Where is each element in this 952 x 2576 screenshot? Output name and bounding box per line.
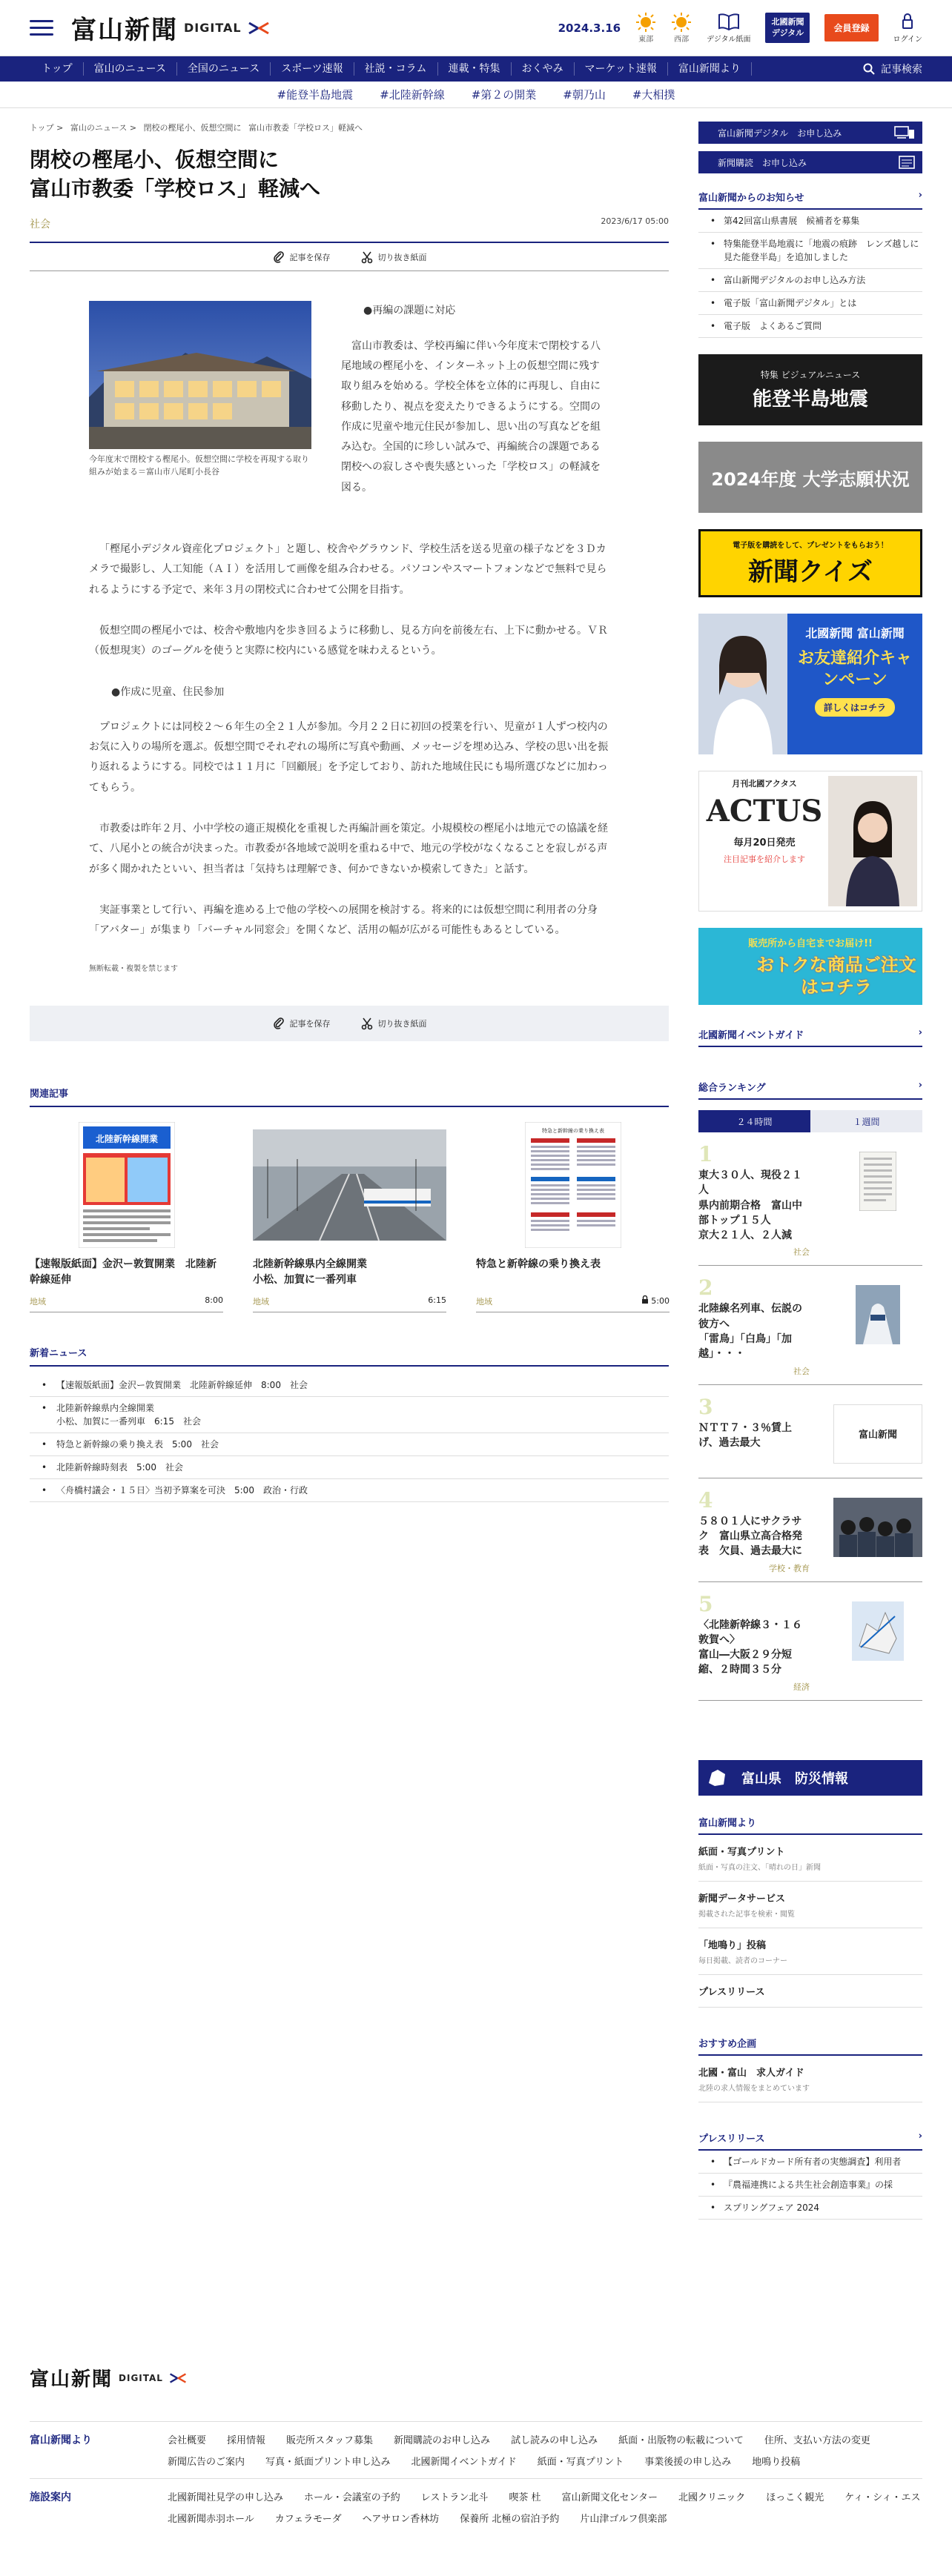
chevron-right-icon[interactable]: › [918,2130,922,2142]
banner-sub: 販売所から自宅までお届け!! [748,937,873,949]
lock-icon [641,1295,649,1304]
rank-category: 社会 [793,1366,810,1376]
site-footer [0,2364,952,2535]
footer-link[interactable]: 北國新聞社見学の申し込み [168,2492,284,2503]
banner-main: 能登半島地震 [752,388,868,411]
save-article-button[interactable] [272,1017,331,1030]
search-icon [863,63,875,75]
newspaper-icon [899,156,915,169]
related-thumbnail [30,1122,223,1248]
rank-title: ＮＴＴ７・３％賃上げ、過去最大 [698,1421,792,1449]
banner-release: 毎月20日発売 [733,837,796,849]
main-column [30,122,669,1502]
banner-cta: 詳しくはコチラ [815,698,895,717]
login-button[interactable] [893,12,923,44]
save-label: 記事を保存 [289,1019,331,1029]
rank-thumbnail [833,1152,922,1211]
disaster-region: 富山県 [741,1770,781,1787]
clip-label: 切り抜き紙面 [377,252,427,262]
yori-heading [698,1809,922,1835]
tab-24h[interactable]: ２４時間 [698,1110,810,1132]
login-label: ログイン [893,36,922,44]
rank-title: 東大３０人、現役２１人 県内前期合格 富山中部トップ１５人 京大２１人、２人減 [698,1169,802,1242]
footer-link[interactable]: ほっこく観光 [766,2492,824,2503]
actus-magazine-banner[interactable] [698,771,922,912]
lock-icon [896,12,919,31]
related-category[interactable]: 地域 [253,1297,269,1307]
nav-item-obituary[interactable]: おくやみ [512,62,575,76]
ranking-item[interactable] [698,1266,922,1384]
footer-link[interactable]: 試し読みの申し込み [511,2435,598,2446]
related-title[interactable]: 特急と新幹線の乗り換え表 [476,1258,601,1270]
top-header [0,0,952,56]
notice-item[interactable]: • 富山新聞デジタルのお申し込み方法 [698,269,922,292]
recommend-heading-label: おすすめ企画 [698,2038,757,2050]
footer-link[interactable]: レストラン北斗 [420,2492,489,2503]
notice-item[interactable]: • 特集能登半島地震に「地震の痕跡 レンズ越しに見た能登半島」を追加しました [698,233,922,269]
friend-referral-banner[interactable] [698,614,922,754]
latest-item[interactable]: • 【速報版紙面】金沢ー敦賀開業 北陸新幹線延伸 8:00 社会 [30,1374,669,1397]
footer-logo-title: 富山新聞 [30,2368,113,2391]
tag-asanoyama[interactable]: #朝乃山 [563,88,606,102]
thumb-text: 特急と新幹線の乗り換え表 [541,1128,604,1134]
latest-news [30,1345,669,1502]
scissors-icon [360,250,374,264]
banner-main: おトクな商品ご注文はコチラ [756,954,916,997]
yori-heading-label: 富山新聞より [698,1817,757,1829]
digital-paper-label: デジタル紙面 [707,36,751,44]
ranking-item[interactable] [698,1478,922,1582]
badge-line: 北國新聞 [771,17,804,27]
nav-item-editorial[interactable]: 社説・コラム [354,62,438,76]
rank-thumbnail [833,1601,922,1661]
thumb-text: 北陸新幹線開業 [95,1134,158,1144]
related-time-wrap [641,1295,670,1307]
noto-earthquake-banner[interactable] [698,354,922,425]
events-heading-label: 北國新聞イベントガイド [698,1030,804,1041]
press-heading [698,2125,922,2151]
service-link-sub: 毎日掲載、読者のコーナー [698,1956,787,1965]
nav-item-from-toyama[interactable]: 富山新聞より [668,62,752,76]
footer-link[interactable]: 住所、支払い方法の変更 [764,2435,870,2446]
service-link-sub: 紙面・写真の注文、「晴れの日」新聞 [698,1863,821,1872]
related-category[interactable]: 地域 [30,1297,46,1307]
article-photo-figure [89,301,311,519]
footer-heading: 施設案内 [30,2492,71,2503]
service-link-title: プレスリリース [698,1986,765,1998]
related-time: 5:00 [651,1296,670,1306]
related-card[interactable] [253,1122,446,1312]
tag-sumo[interactable]: #大相撲 [632,88,675,102]
service-link[interactable] [698,1928,922,1975]
article-photo[interactable] [89,301,311,449]
title-line: 富山市教委「学校ロス」軽減へ [30,176,321,202]
logo-title: 富山新聞 [71,16,178,45]
banner-main: ACTUS [706,794,823,829]
article-body [30,271,669,976]
footer-link[interactable]: ケィ・シィ・エス [844,2492,921,2503]
service-link-sub: 掲載された記事を検索・閲覧 [698,1910,795,1919]
notice-item[interactable]: • 電子版 よくあるご質問 [698,315,922,338]
article-paragraph: 富山市教委は、学校再編に伴い今年度末で閉校する八尾地域の樫尾小を、インターネット上の仮想空間に残す取り組みを始める。学校全体を立体的に再現し、自由に移動したり、視点を変えたりできるようにする。空間の作成に児童や地元住民が参加し、思い出の写真などを組み込む。全国的に珍しい試みで、再編統合の課題である閉校への寂しさや喪失感といった「学校ロス」の軽減を図る。 [341,339,601,494]
footer-link[interactable]: 新聞購読のお申し込み [394,2435,491,2446]
tag-noto-earthquake[interactable]: #能登半島地震 [277,88,354,102]
related-title[interactable]: 北陸新幹線県内全線開業 小松、加賀に一番列車 [253,1258,367,1286]
newspaper-quiz-banner[interactable] [698,529,922,597]
rank-thumbnail [833,1498,922,1557]
chevron-right-icon[interactable]: › [918,1080,922,1091]
save-label: 記事を保存 [289,252,331,262]
footer-link[interactable]: 紙面・写真プリント [537,2457,624,2468]
footer-link[interactable]: 北國新聞イベントガイド [411,2457,517,2468]
footer-logo[interactable] [30,2364,922,2391]
ranking-heading-label: 総合ランキング [698,1083,766,1094]
service-link[interactable] [698,1882,922,1928]
ranking-heading [698,1074,922,1100]
service-link-title: 紙面・写真プリント [698,1846,785,1858]
recommend-heading [698,2030,922,2056]
nav-item-sports[interactable]: スポーツ速報 [271,62,354,76]
breadcrumb-sep: > [129,123,137,133]
sun-icon [671,12,692,33]
clip-paper-button[interactable] [360,250,427,264]
service-link[interactable] [698,1835,922,1882]
latest-item[interactable]: • 北陸新幹線県内全線開業 小松、加賀に一番列車 6:15 社会 [30,1397,669,1433]
toyama-map-icon [706,1767,728,1789]
press-item[interactable]: • 『農福連携による共生社会創造事業』の採 [698,2174,922,2197]
save-article-button[interactable] [272,250,331,264]
banner-cover [828,776,917,906]
related-thumbnail [476,1122,670,1248]
ranking-item[interactable] [698,1582,922,1701]
banner-sub: 北國新聞 富山新聞 [805,626,905,640]
paperclip-icon [272,250,285,264]
events-heading [698,1021,922,1047]
chevron-right-icon[interactable]: › [918,190,922,201]
header-date: 2024.3.16 [558,21,621,35]
press-item[interactable]: • 【ゴールドカード所有者の実態調査】利用者 [698,2151,922,2174]
footer-link[interactable]: 地鳴り投稿 [752,2457,801,2468]
banner-portrait [698,614,787,754]
related-time: 6:15 [428,1295,446,1305]
related-title[interactable]: 【速報版紙面】金沢ー敦賀開業 北陸新幹線延伸 [30,1258,216,1286]
site-logo[interactable] [71,10,270,46]
weather-west[interactable] [671,12,692,44]
copyright-notice: 無断転載・複製を禁じます [89,964,178,973]
rank-category: 経済 [793,1682,810,1692]
banner-main: お友達紹介キャンペーン [797,649,912,689]
search-label: 記事検索 [881,64,922,76]
article-category[interactable]: 社会 [30,219,50,231]
rank-title: 〈北陸新幹線３・１６敦賀へ〉 富山―大阪２９分短縮、２時間３５分 [698,1619,802,1676]
devices-icon [894,126,915,139]
disaster-label: 防災情報 [795,1770,848,1787]
related-card[interactable] [30,1122,223,1312]
university-applications-banner[interactable] [698,442,922,513]
side-btn-label: 富山新聞デジタル お申し込み [718,127,842,139]
footer-link[interactable]: 紙面・出版物の転載について [618,2435,744,2446]
article-actions-top [30,242,669,271]
search-button[interactable] [863,62,922,76]
tag-hokuriku-shinkansen[interactable]: #北陸新幹線 [380,88,445,102]
digital-paper-button[interactable] [707,12,750,44]
photo-caption: 今年度末で閉校する樫尾小。仮想空間に学校を再現する取り組みが始まる＝富山市八尾町小長谷 [89,454,309,477]
notice-heading-label: 富山新聞からのお知らせ [698,193,804,204]
breadcrumb-item[interactable]: トップ [30,123,54,133]
rank-thumb-logo: 富山新聞 [858,1430,897,1441]
weather-region: 東部 [638,36,654,44]
footer-row [30,2421,922,2478]
ranking-item[interactable] [698,1385,922,1478]
press-item[interactable]: • スプリングフェア 2024 [698,2197,922,2220]
title-line: 閉校の樫尾小、仮想空間に [30,147,280,172]
notice-item[interactable]: • 第42回富山県書展 候補者を募集 [698,210,922,233]
rank-category: 学校・教育 [769,1563,810,1573]
breadcrumb-current: 閉校の樫尾小、仮想空間に [143,123,242,133]
subscribe-digital-button[interactable] [698,122,922,144]
footer-link[interactable]: ヘアサロン香林坊 [362,2514,440,2525]
footer-heading: 富山新聞より [30,2434,92,2446]
breadcrumb-item[interactable]: 富山のニュース [70,123,128,133]
recommend-link[interactable] [698,2056,922,2102]
footer-link[interactable]: 喫茶 杜 [509,2492,541,2503]
article-paragraph: 「樫尾小デジタル資産化プロジェクト」と題し、校舎やグラウンド、学校生活を送る児童の様子などを３Ｄカメラで撮影し、人工知能（ＡＩ）を活用して画像を組み合わせる。パソコンやスマートフォンなどで無料で見られるようにする予定で、来年３月の閉校式に合わせて公開を目指す。 [89,543,607,596]
logo-mark-icon [169,2371,187,2385]
nav-item-series[interactable]: 連載・特集 [438,62,512,76]
related-time: 8:00 [205,1295,223,1305]
latest-heading: 新着ニュース [30,1345,669,1367]
latest-item[interactable]: • 特急と新幹線の乗り換え表 5:00 社会 [30,1433,669,1456]
weather-east[interactable] [635,12,656,44]
related-heading: 関連記事 [30,1086,669,1107]
footer-link[interactable]: 事業後援の申し込み [644,2457,732,2468]
rank-title: 北陸線名列車、伝説の彼方へ 「雷鳥」「白鳥」「加越」・・・ [698,1303,802,1361]
article-timestamp: 2023/6/17 05:00 [601,216,669,227]
service-link[interactable] [698,1975,922,2008]
main-nav [0,56,952,82]
tab-1week[interactable]: １週間 [810,1110,922,1132]
recommend-title: 北國・富山 求人ガイド [698,2067,804,2079]
rank-thumbnail [833,1285,922,1344]
latest-item[interactable]: • 北陸新幹線時刻表 5:00 社会 [30,1456,669,1479]
recommend-sub: 北陸の求人情報をまとめています [698,2084,810,2093]
nav-item-national-news[interactable]: 全国のニュース [177,62,271,76]
footer-link[interactable]: 北國新聞赤羽ホール [168,2514,254,2525]
ranking-item[interactable] [698,1132,922,1266]
banner-sub: 特集 ビジュアルニュース [760,370,861,380]
banner-note: 注目記事を紹介します [724,854,805,864]
breadcrumb [30,122,669,133]
rank-thumbnail [833,1404,922,1464]
hokkoku-digital-badge[interactable] [765,13,810,43]
clip-paper-button[interactable] [360,1017,427,1030]
footer-link[interactable]: ホール・会議室の予約 [304,2492,400,2503]
book-icon [718,12,740,31]
banner-sub: 月刊北國アクタス [732,779,797,789]
sidebar [698,122,922,2220]
ranking-tabs [698,1110,922,1132]
article-paragraph: プロジェクトには同校２～６年生の全２１人が参加。今月２２日に初回の授業を行い、児童が１人ずつ校内のお気に入りの場所を選ぶ。仮想空間でそれぞれの場所に写真や動画、メッセージを埋め込み、学校の思い出を振り返れるようにする。同校では１１月に「回顧展」を予定しており、訪れた地域住民にも場所選びなどに加わってもらう。 [89,720,609,794]
article-paragraph: 仮想空間の樫尾小では、校舎や敷地内を歩き回るように移動し、見る方向を前後左右、上下に動かせる。ＶＲ（仮想現実）のゴーグルを使うと実際に校内にいる感覚を味わえるという。 [89,624,608,657]
banner-main: 2024年度 大学志願状況 [711,468,910,490]
footer-row [30,2478,922,2535]
menu-icon[interactable] [30,20,53,36]
rank-title: ５８０１人にサクラサク 富山県立高合格発表 欠員、過去最大に [698,1515,802,1558]
rank-category: 社会 [793,1247,810,1258]
article-meta [30,216,669,231]
service-link-title: 「地鳴り」投稿 [698,1939,767,1951]
rank-number: 2 [698,1275,713,1301]
logo-digital: DIGITAL [184,21,242,35]
footer-link[interactable]: 写真・紙面プリント申し込み [265,2457,391,2468]
footer-link[interactable]: 販売所スタッフ募集 [286,2435,374,2446]
article-subhead: ●作成に児童、住民参加 [111,686,225,698]
rank-number: 5 [698,1591,713,1616]
breadcrumb-sep: > [56,123,64,133]
footer-link[interactable]: 採用情報 [227,2435,266,2446]
footer-link[interactable]: 新聞広告のご案内 [168,2457,245,2468]
notice-heading [698,184,922,210]
nav-item-top[interactable]: トップ [30,62,84,76]
article-paragraph: 実証事業として行い、再編を進める上で他の学校への展開を検討する。将来的には仮想空間に利用者の分身「アバター」が集まり「バーチャル同窓会」を開くなど、活用の幅が広がる可能性もあるとしている。 [89,903,598,937]
footer-link[interactable]: 会社概要 [168,2435,207,2446]
page-title [30,145,669,203]
paperclip-icon [272,1017,285,1030]
footer-link[interactable]: 富山新聞文化センター [561,2492,658,2503]
badge-line: デジタル [771,27,804,38]
press-heading-label: プレスリリース [698,2133,765,2145]
footer-link[interactable]: 北國クリニック [678,2492,746,2503]
service-link-title: 新聞データサービス [698,1893,786,1905]
rank-number: 3 [698,1394,713,1419]
nav-item-market[interactable]: マーケット速報 [575,62,668,76]
banner-main: 新聞クイズ [748,557,873,587]
footer-link[interactable]: 保養所 北極の宿泊予約 [460,2514,560,2525]
side-btn-label: 新聞購読 お申し込み [718,157,807,168]
related-category[interactable]: 地域 [476,1297,492,1307]
footer-logo-digital: DIGITAL [119,2372,163,2383]
rank-number: 4 [698,1487,713,1513]
breadcrumb-current: 富山市教委「学校ロス」軽減へ [248,123,363,133]
article-paragraph: 市教委は昨年２月、小中学校の適正規模化を重視した再編計画を策定。小規模校の樫尾小は地元での協議を経て、八尾小との統合が決まった。市教委が各地域で説明を重ねる中で、地元の学校がなくなることを寂しがる声が多く聞かれたといい、担当者は「気持ちは理解でき、何かできないか模索してきた」と話す。 [89,823,608,875]
rank-number: 1 [698,1142,713,1166]
tag-second-opening[interactable]: #第２の開業 [471,88,537,102]
home-delivery-banner[interactable] [698,928,922,1005]
banner-sub: 電子版を購読をして、プレゼントをもらおう！ [733,542,888,550]
hashtag-bar [0,82,952,108]
weather-region: 西部 [674,36,690,44]
member-register-button[interactable]: 会員登録 [824,14,878,42]
logo-mark-icon [248,20,270,36]
article-subhead: ●再編の課題に対応 [363,305,456,317]
notice-item[interactable]: • 電子版「富山新聞デジタル」とは [698,292,922,315]
disaster-info-banner[interactable] [698,1760,922,1796]
related-card[interactable] [476,1122,670,1312]
chevron-right-icon[interactable]: › [918,1027,922,1038]
related-thumbnail [253,1122,446,1248]
footer-link[interactable]: カフェラモーダ [274,2514,342,2525]
subscribe-paper-button[interactable] [698,151,922,173]
related-articles [30,1086,669,1312]
nav-item-toyama-news[interactable]: 富山のニュース [84,62,177,76]
scissors-icon [360,1017,374,1030]
article-actions-bottom [30,1006,669,1041]
footer-link[interactable]: 片山津ゴルフ倶楽部 [580,2514,667,2525]
latest-item[interactable]: • 〈舟橋村議会・１５日〉当初予算案を可決 5:00 政治・行政 [30,1479,669,1502]
clip-label: 切り抜き紙面 [377,1019,427,1029]
sun-icon [635,12,656,33]
